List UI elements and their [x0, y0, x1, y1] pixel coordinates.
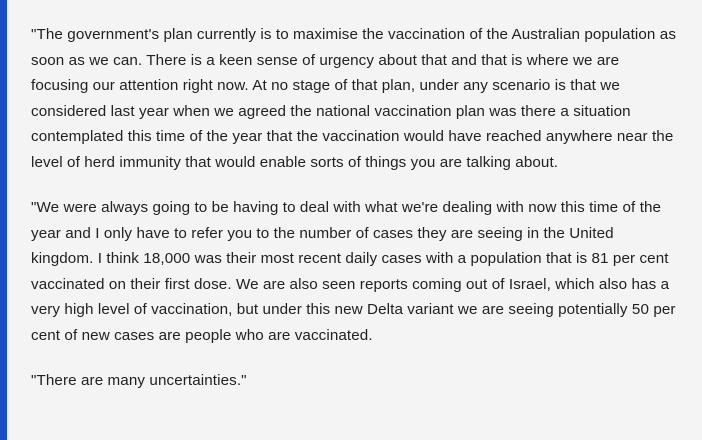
paragraph: "There are many uncertainties." — [31, 372, 247, 389]
quote-body — [7, 0, 702, 440]
accent-bar — [0, 0, 7, 440]
paragraph: "We were always going to be having to deal with what we're dealing with now this time of the year and I only have to refer you to the number of cases they are seeing in the United kingdom. I think 18,000 was their most recent daily cases with a population that is 81 per cent vaccinated on their first dose. We are also seen reports coming out of Israel, which also has a very high level of vaccination, but under this new Delta variant we are seeing potentially 50 per cent of new cases are people who are vaccinated. — [31, 199, 676, 344]
paragraph: "The government's plan currently is to maximise the vaccination of the Australian population as soon as we can. There is a keen sense of urgency about that and that is where we are focusing our attention right now. At no stage of that plan, under any scenario is that we considered last year when we agreed the national vaccination plan was there a situation contemplated this time of the year that the vaccination would have reached anywhere near the level of herd immunity that would enable sorts of things you are talking about. — [31, 26, 677, 171]
